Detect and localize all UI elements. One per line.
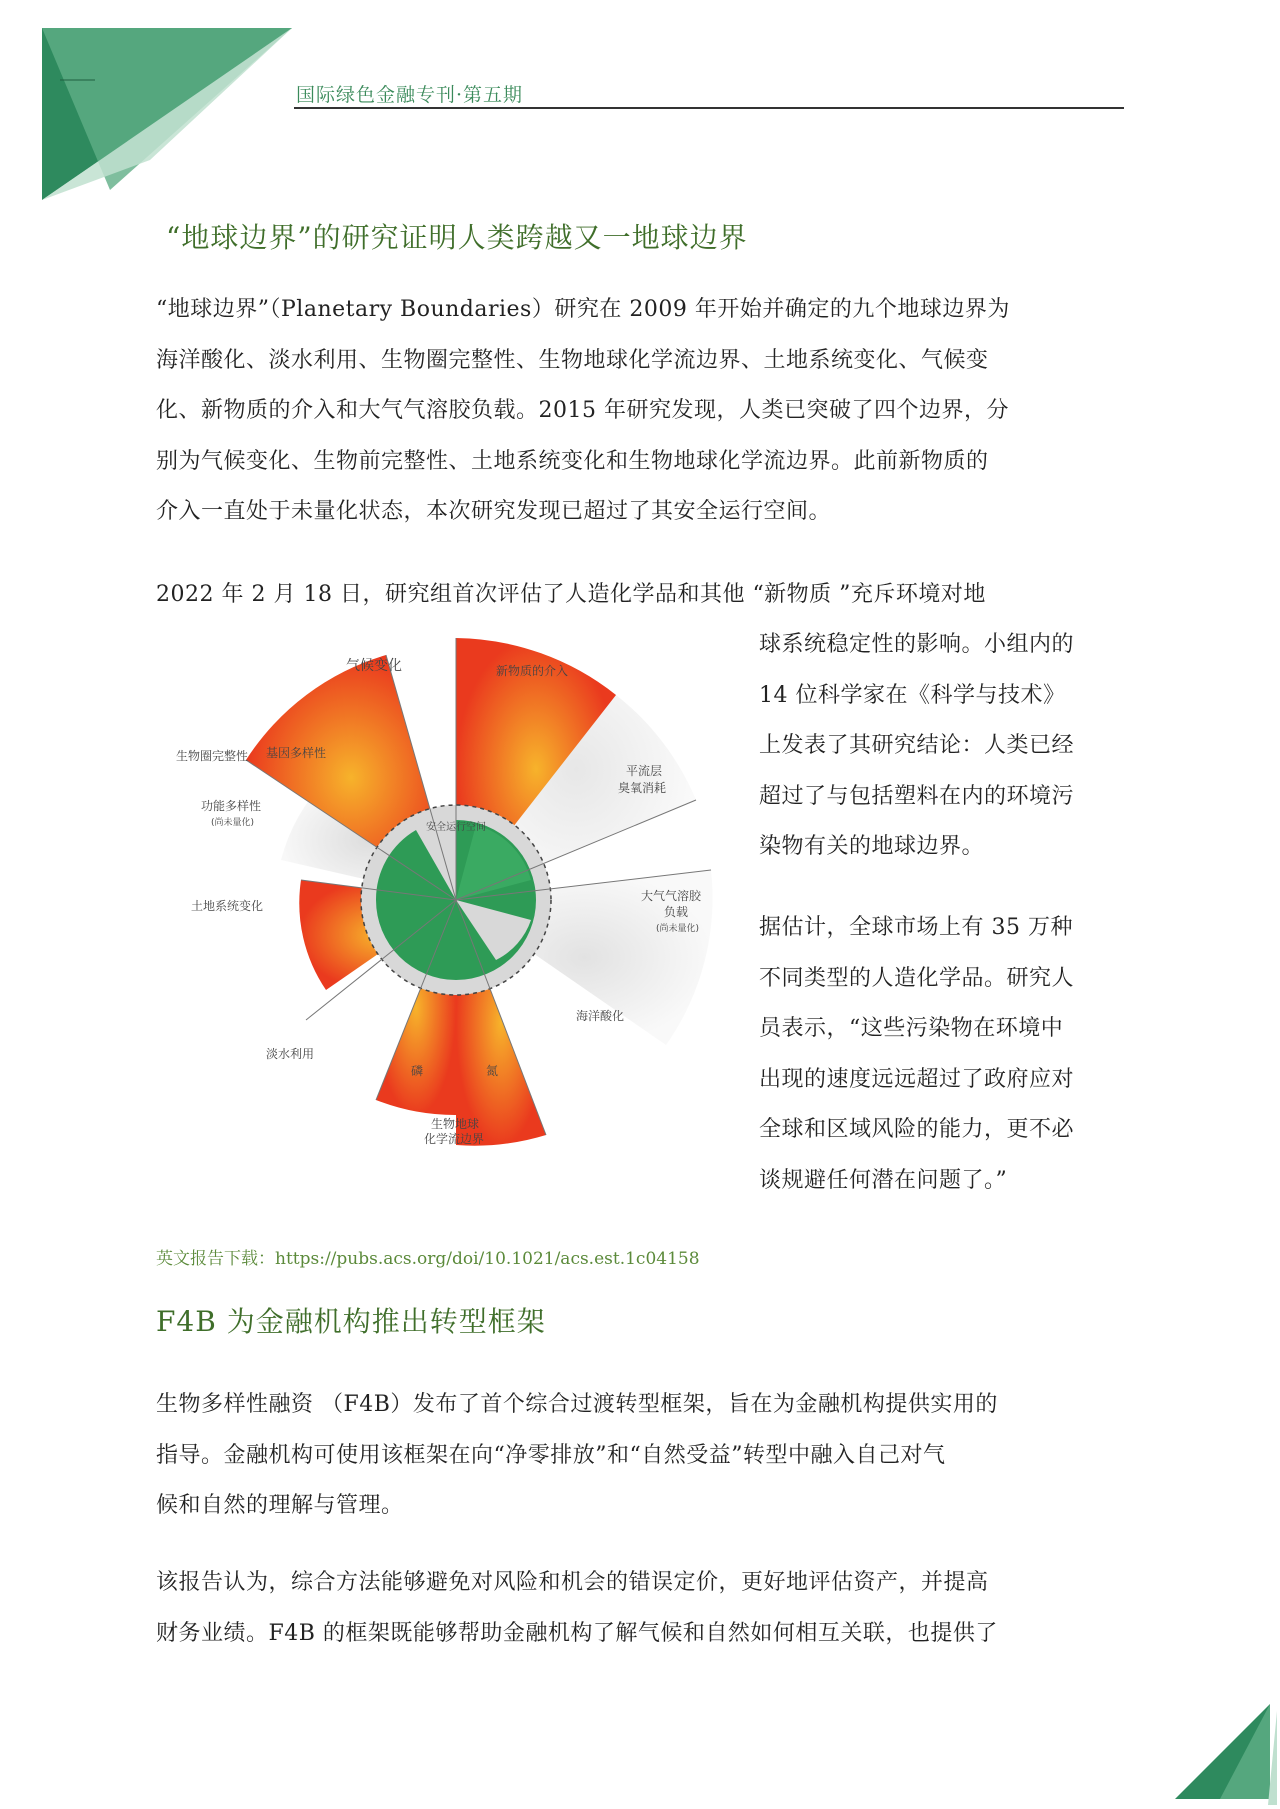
section2-heading: F4B 为金融机构推出转型框架: [156, 1305, 546, 1338]
text-line: 介入一直处于未量化状态，本次研究发现已超过了其安全运行空间。: [156, 499, 832, 524]
label-functional: 功能多样性: [201, 799, 262, 813]
label-ocean: 海洋酸化: [576, 1009, 625, 1023]
text-line: 不同类型的人造化学品。研究人: [759, 965, 1075, 991]
text-line: 上发表了其研究结论：人类已经: [759, 733, 1075, 758]
text-line: 出现的速度远远超过了政府应对: [759, 1066, 1075, 1092]
label-aerosol-note: (尚未量化): [656, 924, 700, 934]
text-line: 球系统稳定性的影响。小组内的: [759, 632, 1075, 657]
label-biogeo-2: 化学流边界: [424, 1132, 485, 1146]
text-line: 染物有关的地球边界。: [759, 834, 985, 859]
report-download-line: [156, 1244, 700, 1269]
label-aerosol-1: 大气气溶胶: [641, 889, 702, 903]
section1-heading: “地球边界”的研究证明人类跨越又一地球边界: [166, 221, 748, 254]
text-line: 指导。金融机构可使用该框架在向“净零排放”和“自然受益”转型中融入自己对气: [156, 1442, 946, 1468]
text-line: 2022 年 2 月 18 日，研究组首次评估了人造化学品和其他 “新物质 ”充斥环境对地: [156, 582, 986, 607]
header-divider: [294, 107, 1124, 109]
text-line: 海洋酸化、淡水利用、生物圈完整性、生物地球化学流边界、土地系统变化、气候变: [156, 347, 989, 373]
text-line: 超过了与包括塑料在内的环境污: [759, 783, 1075, 809]
label-phosphorus: 磷: [411, 1064, 424, 1078]
label-ozone-2: 臭氧消耗: [618, 781, 667, 795]
text-line: 全球和区域风险的能力，更不必: [759, 1117, 1075, 1142]
text-line: 14 位科学家在《科学与技术》: [759, 682, 1066, 708]
text-line: 财务业绩。F4B 的框架既能够帮助金融机构了解气候和自然如何相互关联，也提供了: [156, 1620, 998, 1646]
report-download-link[interactable]: https://pubs.acs.org/doi/10.1021/acs.est.1c04158: [275, 1249, 700, 1269]
header-corner-decoration: [0, 0, 300, 210]
label-climate: 气候变化: [346, 658, 402, 674]
report-download-label: 英文报告下载：: [156, 1249, 275, 1269]
planetary-boundaries-figure: [156, 625, 736, 1195]
section1-paragraph-1: [156, 285, 1136, 538]
label-biogeo-1: 生物地球: [431, 1117, 480, 1131]
section1-paragraph-2-first-line: [156, 570, 1136, 621]
text-line: “地球边界”（Planetary Boundaries）研究在 2009 年开始并确定的九个地球边界为: [156, 297, 1010, 322]
label-aerosol-2: 负载: [664, 905, 689, 919]
label-biosphere: 生物圈完整性: [176, 749, 249, 763]
section1-side-text-1: [759, 620, 1129, 873]
label-land: 土地系统变化: [191, 899, 264, 913]
label-ozone-1: 平流层: [626, 764, 663, 778]
label-freshwater: 淡水利用: [266, 1047, 315, 1061]
label-functional-note: (尚未量化): [211, 818, 255, 828]
text-line: 据估计，全球市场上有 35 万种: [759, 915, 1073, 940]
footer-corner-decoration: [1160, 1699, 1280, 1809]
text-line: 候和自然的理解与管理。: [156, 1493, 404, 1518]
text-line: 谈规避任何潜在问题了。”: [759, 1167, 1008, 1193]
header-title: 国际绿色金融专刊·第五期: [296, 84, 524, 106]
text-line: 生物多样性融资 （F4B）发布了首个综合过渡转型框架，旨在为金融机构提供实用的: [156, 1392, 998, 1417]
text-line: 该报告认为，综合方法能够避免对风险和机会的错误定价，更好地评估资产，并提高: [156, 1570, 989, 1595]
section1-side-text-2: [759, 903, 1129, 1206]
text-line: 别为气候变化、生物前完整性、土地系统变化和生物地球化学流边界。此前新物质的: [156, 448, 989, 474]
label-nitrogen: 氮: [486, 1064, 499, 1078]
label-genetic: 基因多样性: [266, 746, 327, 760]
text-line: 员表示，“这些污染物在环境中: [759, 1016, 1064, 1041]
text-line: 化、新物质的介入和大气气溶胶负载。2015 年研究发现，人类已突破了四个边界，分: [156, 398, 1009, 423]
label-novel: 新物质的介入: [496, 664, 569, 678]
label-safe-space: 安全运行空间: [426, 822, 486, 833]
section2-paragraph-1: [156, 1380, 1136, 1532]
section2-paragraph-2: [156, 1558, 1136, 1659]
